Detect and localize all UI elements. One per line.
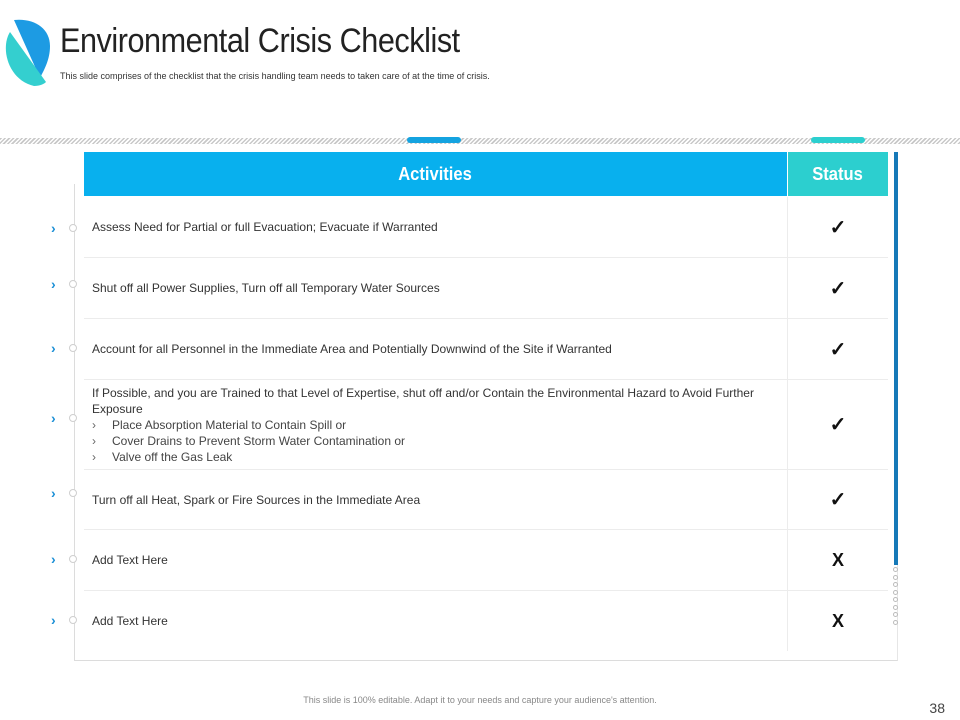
circle-icon: [69, 224, 77, 232]
chevron-right-icon: ›: [51, 220, 56, 236]
circle-icon: [69, 555, 77, 563]
chevron-right-icon: ›: [51, 612, 56, 628]
table-row: [84, 530, 888, 591]
row-marker: [51, 485, 81, 501]
divider-tab-right: [811, 137, 865, 143]
page-number: 38: [929, 700, 945, 716]
footer-note: This slide is 100% editable. Adapt it to your needs and capture your audience's attention.: [303, 695, 657, 705]
table-row: [84, 197, 888, 258]
chevron-right-icon: ›: [51, 276, 56, 292]
row-marker: [51, 220, 81, 236]
row-marker: [51, 340, 81, 356]
page-subtitle: This slide comprises of the checklist that the crisis handling team needs to taken care of at the time of crisis.: [60, 71, 490, 81]
row-marker: [51, 276, 81, 292]
accent-bar: [894, 152, 898, 565]
bullet-icon: ›: [92, 433, 96, 448]
activity-cell: Add Text Here: [92, 614, 168, 628]
page-title: Environmental Crisis Checklist: [60, 22, 460, 60]
activity-cell: If Possible, and you are Trained to that Level of Expertise, shut off and/or Contain the Environmental Hazard to Avoid Further Exposure › Place Absorption Material to Contain Spill or › Cover Drains to Prevent Storm Water Contamination or › Valve off the Gas Leak: [84, 380, 787, 469]
table-row: [84, 470, 888, 530]
circle-icon: [69, 414, 77, 422]
activity-cell: Assess Need for Partial or full Evacuation; Evacuate if Warranted: [92, 220, 438, 234]
circle-icon: [69, 489, 77, 497]
sub-item: › Place Absorption Material to Contain Spill or: [92, 417, 347, 432]
dot-trail: [893, 567, 899, 627]
circle-icon: [69, 280, 77, 288]
circle-icon: [69, 344, 77, 352]
status-x-icon: X: [787, 591, 888, 651]
row-marker: [51, 410, 81, 426]
chevron-right-icon: ›: [51, 551, 56, 567]
chevron-right-icon: ›: [51, 485, 56, 501]
table-row: [84, 380, 888, 470]
chevron-right-icon: ›: [51, 410, 56, 426]
logo-icon: [4, 18, 50, 88]
table-row: [84, 258, 888, 319]
status-check-icon: ✓: [787, 380, 888, 469]
row-marker: [51, 612, 81, 628]
activities-header: Activities: [84, 152, 787, 196]
status-check-icon: ✓: [787, 319, 888, 379]
table-row: [84, 591, 888, 651]
divider-tab-left: [407, 137, 461, 143]
activity-cell: Add Text Here: [92, 553, 168, 567]
row-marker: [51, 551, 81, 567]
status-x-icon: X: [787, 530, 888, 590]
activity-cell: Shut off all Power Supplies, Turn off all Temporary Water Sources: [92, 281, 440, 295]
circle-icon: [69, 616, 77, 624]
chevron-right-icon: ›: [51, 340, 56, 356]
bullet-icon: ›: [92, 449, 96, 464]
table-row: [84, 319, 888, 380]
sub-item: › Cover Drains to Prevent Storm Water Contamination or: [92, 433, 405, 448]
status-check-icon: ✓: [787, 258, 888, 318]
status-check-icon: ✓: [787, 470, 888, 529]
sub-item: › Valve off the Gas Leak: [92, 449, 233, 464]
activity-cell: Account for all Personnel in the Immediate Area and Potentially Downwind of the Site if Warranted: [92, 342, 612, 356]
status-check-icon: ✓: [787, 197, 888, 257]
activity-cell: Turn off all Heat, Spark or Fire Sources in the Immediate Area: [92, 492, 421, 507]
bullet-icon: ›: [92, 417, 96, 432]
status-header: Status: [788, 152, 888, 196]
checklist-table: [84, 197, 888, 651]
